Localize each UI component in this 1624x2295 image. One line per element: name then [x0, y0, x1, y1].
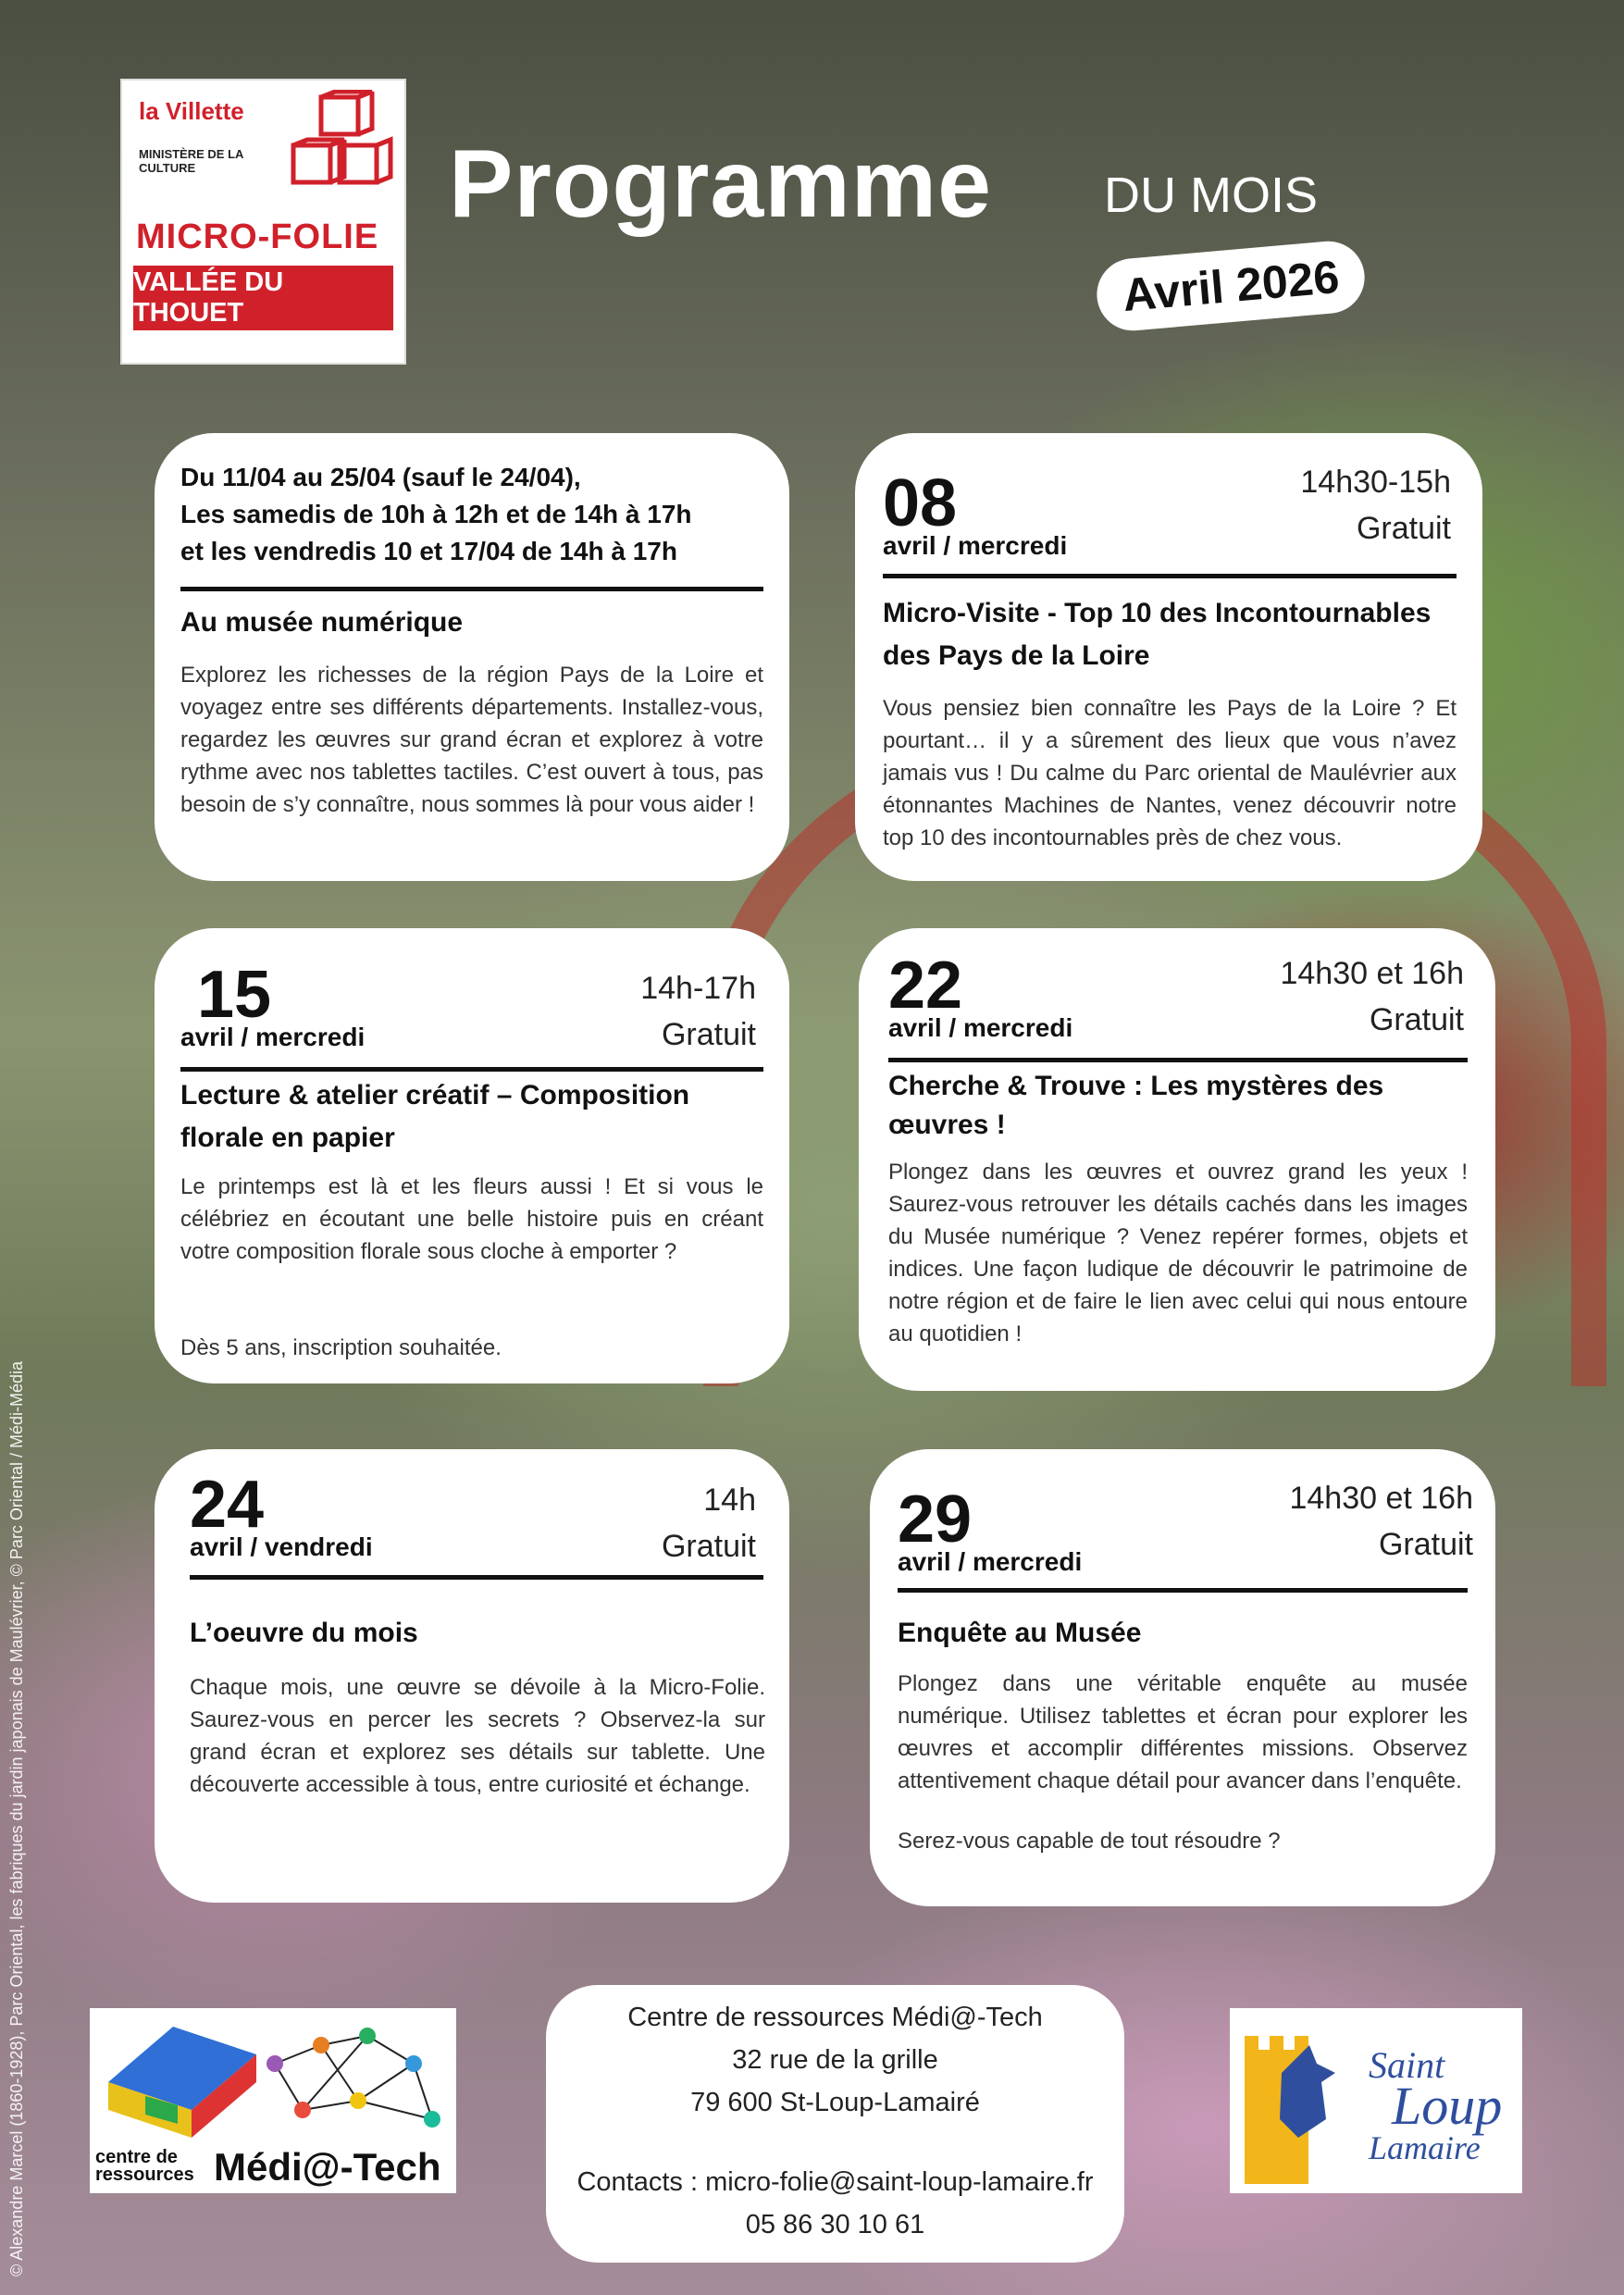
centre-name: Centre de ressources Médi@-Tech [627, 2003, 1043, 2032]
event-card-24 [155, 1449, 789, 1903]
cubes-icon [284, 90, 395, 201]
event-weekday: avril / vendredi [190, 1532, 373, 1561]
contact-email: Contacts : micro-folie@saint-loup-lamaire.fr [576, 2167, 1094, 2197]
event-card-29 [870, 1449, 1495, 1906]
event-title: Micro-Visite - Top 10 des Incontournables des Pays de la Loire [883, 598, 1432, 671]
divider [898, 1588, 1468, 1593]
street-address: 32 rue de la grille [732, 2045, 938, 2075]
event-description: Plongez dans les œuvres et ouvrez grand les yeux ! Saurez-vous retrouver les détails cachés dans les images du Musée numérique ? Venez repérer formes, objets et indices. Une façon ludique de découvrir le patrimoine de notre région et de faire le lien avec celui qui nous entoure au quotidien ! [888, 1160, 1468, 1346]
event-description: Chaque mois, une œuvre se dévoile à la Micro-Folie. Saurez-vous en percer les secrets ? Observez-la sur grand écran et explorez ses détails sur tablette. Une découverte accessible à tous, entre curiosité et échange. [190, 1675, 765, 1797]
mediatech-logo [90, 2008, 456, 2193]
price-label: Gratuit [1378, 1527, 1473, 1562]
contact-box [546, 1985, 1124, 2263]
divider [180, 1067, 763, 1072]
micro-folie-wordmark: MICRO-FOLIE [136, 217, 379, 256]
event-time [662, 1477, 756, 1569]
event-weekday: avril / mercredi [180, 1023, 366, 1051]
event-weekday: avril / mercredi [883, 531, 1068, 560]
event-note: Dès 5 ans, inscription souhaitée. [180, 1335, 502, 1360]
divider [883, 574, 1457, 578]
lamaire-label: Lamaire [1369, 2129, 1481, 2166]
city-address: 79 600 St-Loup-Lamairé [690, 2088, 980, 2117]
divider [190, 1575, 763, 1580]
time-label: 14h30 et 16h [1289, 1481, 1473, 1516]
month-badge: Avril 2026 [1094, 238, 1368, 333]
event-weekday: avril / mercredi [898, 1547, 1083, 1576]
saint-loup-lamaire-logo [1230, 2008, 1522, 2193]
event-description: Vous pensiez bien connaître les Pays de la Loire ? Et pourtant… il y a sûrement des lieux que vous n’avez jamais vus ! Du calme du Parc oriental de Maulévrier aux étonnantes Machines de Nantes, venez découvrir notre top 10 des incontournables près de chez vous. [883, 696, 1457, 850]
event-card-15 [155, 928, 789, 1383]
event-description: Plongez dans une véritable enquête au musée numérique. Utilisez tablettes et écran pour explorer les œuvres et accomplir différentes missions. Observez attentivement chaque détail pour avancer dans l’enquête. [898, 1671, 1468, 1793]
event-weekday: avril / mercredi [888, 1013, 1073, 1042]
time-label: 14h-17h [640, 971, 756, 1006]
event-day: 29 [898, 1482, 973, 1557]
loup-label: Loup [1392, 2076, 1503, 2136]
time-label: 14h [703, 1482, 756, 1518]
mediatech-small-label: centre de ressources [95, 2147, 194, 2185]
contact-phone: 05 86 30 10 61 [745, 2210, 925, 2239]
event-note: Serez-vous capable de tout résoudre ? [898, 1829, 1281, 1854]
event-time [1289, 1475, 1473, 1568]
photo-credit: © Alexandre Marcel (1860-1928), Parc Oriental, les fabriques du jardin japonais de Maulévrier, © Parc Oriental / Médi-Média [7, 1361, 26, 2276]
divider [888, 1058, 1468, 1062]
page-subtitle: DU MOIS [1104, 167, 1319, 223]
time-label: 14h30 et 16h [1280, 956, 1464, 991]
event-title: Cherche & Trouve : Les mystères des œuvres ! [888, 1071, 1384, 1140]
mediatech-big-label: Médi@-Tech [214, 2145, 441, 2189]
event-day: 24 [190, 1468, 265, 1542]
event-title: Lecture & atelier créatif – Composition florale en papier [180, 1080, 690, 1153]
mediatech-network-icon [90, 2008, 456, 2147]
price-label: Gratuit [661, 1017, 756, 1052]
event-time [1280, 950, 1464, 1043]
vallee-du-thouet-band: VALLÉE DU THOUET [133, 266, 393, 330]
event-title: Enquête au Musée [898, 1618, 1142, 1648]
event-title: L’oeuvre du mois [190, 1618, 418, 1648]
event-description: Le printemps est là et les fleurs aussi ! Et si vous le célébriez en écoutant une belle histoire puis en créant votre composition florale sous cloche à emporter ? [180, 1174, 763, 1264]
event-day: 22 [888, 949, 963, 1023]
event-time [640, 965, 756, 1058]
price-label: Gratuit [1369, 1002, 1464, 1037]
micro-folie-logo [120, 79, 406, 365]
event-description: Explorez les richesses de la région Pays de la Loire et voyagez entre ses différents départements. Installez-vous, regardez les œuvres sur grand écran et explorez à votre rythme avec nos tablettes tactiles. C’est ouvert à tous, pas besoin de s’y connaître, nous sommes là pour vous aider ! [180, 663, 763, 817]
event-card-22 [859, 928, 1495, 1391]
la-villette-wordmark: la Villette [139, 97, 244, 125]
divider [180, 587, 763, 591]
event-card-08 [855, 433, 1482, 881]
event-day: 08 [883, 466, 958, 540]
event-day: 15 [197, 958, 272, 1032]
event-card-museum [155, 433, 789, 881]
time-label: 14h30-15h [1300, 465, 1451, 500]
ministere-label: MINISTÈRE DE LA CULTURE [139, 147, 243, 175]
event-time [1300, 459, 1451, 552]
saint-label: Saint [1369, 2044, 1445, 2086]
castle-wolf-icon [1235, 2017, 1346, 2184]
event-title: Au musée numérique [180, 607, 464, 638]
price-label: Gratuit [1356, 511, 1451, 546]
page-title: Programme [449, 130, 992, 238]
price-label: Gratuit [661, 1529, 756, 1564]
schedule-text: Du 11/04 au 25/04 (sauf le 24/04), Les samedis de 10h à 12h et de 14h à 17h et les vendredis 10 et 17/04 de 14h à 17h [180, 463, 692, 565]
